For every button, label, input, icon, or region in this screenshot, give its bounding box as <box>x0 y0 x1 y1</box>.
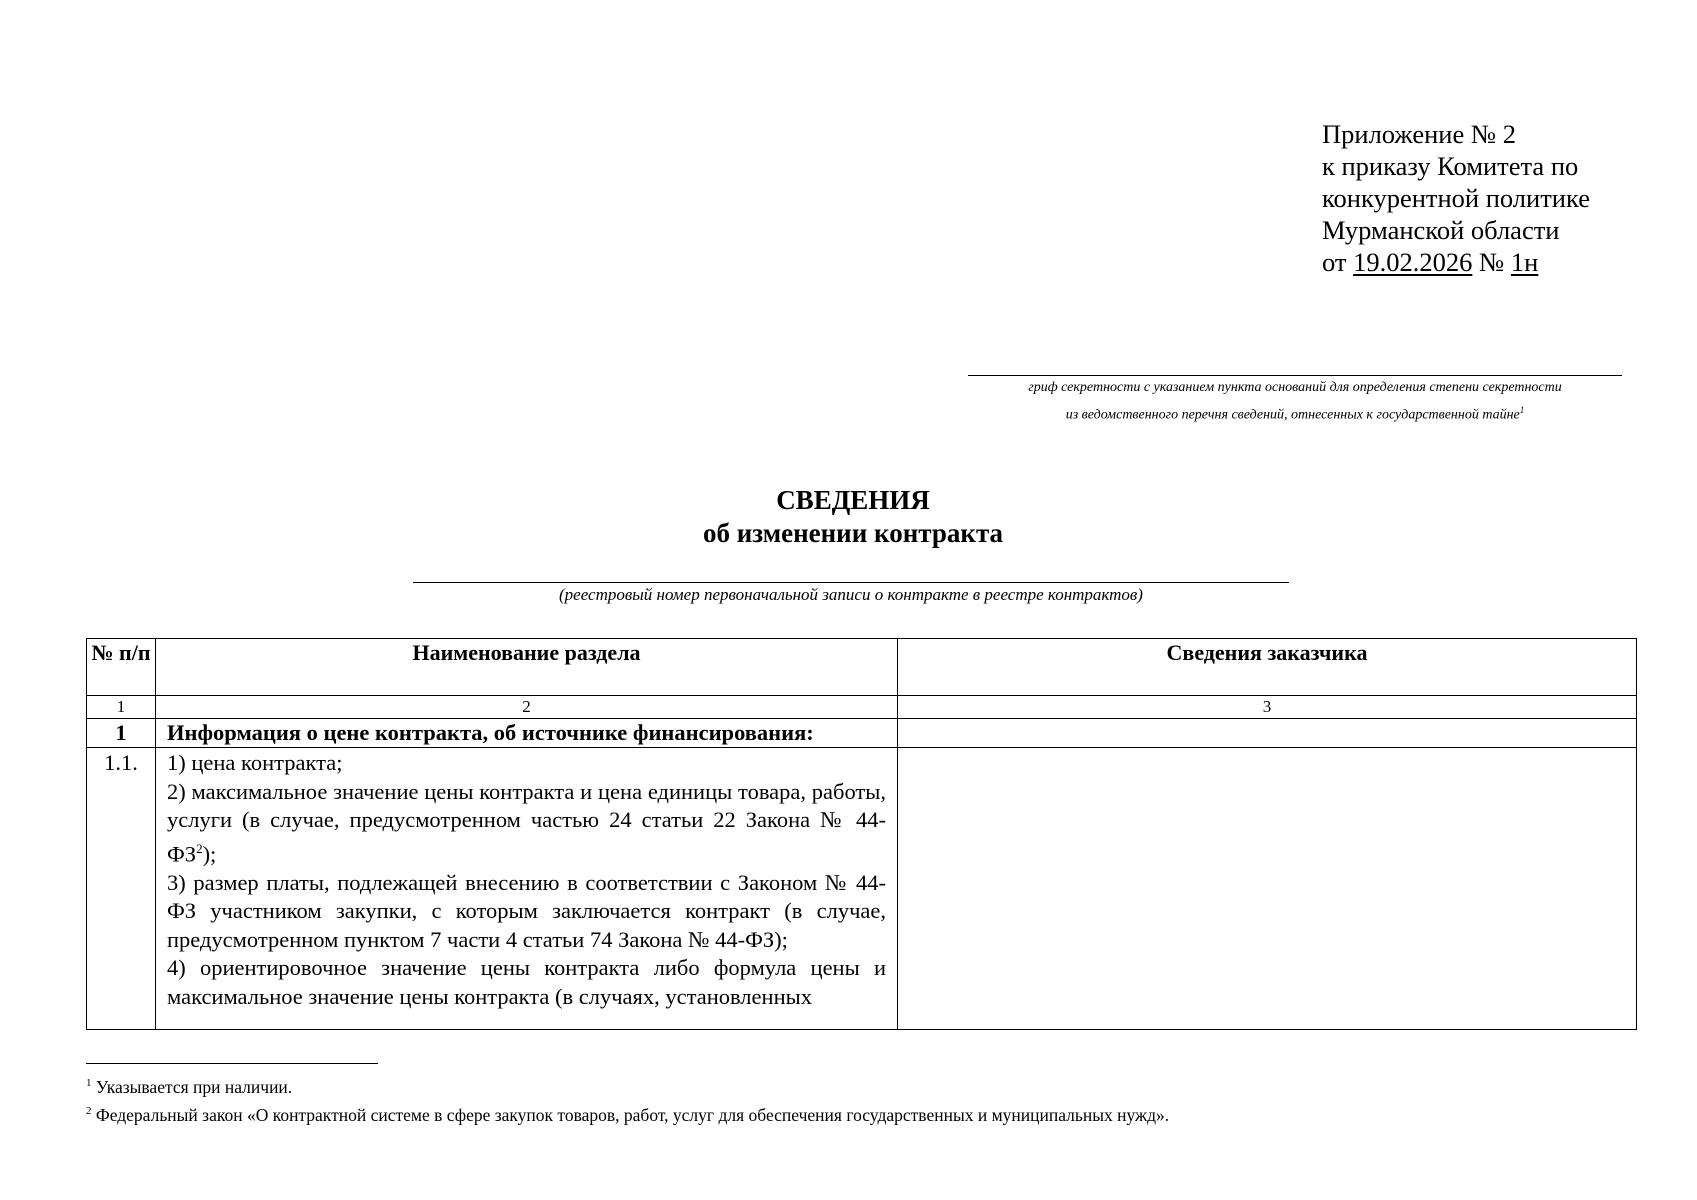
grif-caption-line-2 <box>968 399 1622 427</box>
table-header-row <box>87 639 1637 696</box>
contract-changes-table <box>86 638 1637 1030</box>
document-title: СВЕДЕНИЯ <box>776 485 930 515</box>
row-item-2 <box>167 778 886 869</box>
footnote-1-ref: 1 <box>86 1077 92 1089</box>
appendix-line-1: Приложение № 2 <box>1322 119 1517 149</box>
footnote-1-text: Указывается при наличии. <box>91 1076 293 1097</box>
footnote-2 <box>86 1099 1169 1127</box>
appendix-header <box>1322 118 1590 278</box>
document-subtitle: об изменении контракта <box>702 518 1004 548</box>
column-number-2: 2 <box>156 696 898 719</box>
column-number-3: 3 <box>898 696 1637 719</box>
row-item-4: 4) ориентировочное значение цены контракта либо формула цены и максимальное значение цены контракта (в случаях, установленных <box>167 955 886 1009</box>
footnotes <box>86 1071 1169 1127</box>
row-section-text <box>156 748 898 1030</box>
header-section-name: Наименование раздела <box>156 639 898 696</box>
appendix-line-2: к приказу Комитета по <box>1322 151 1579 181</box>
row-item-2-end: ); <box>202 841 217 866</box>
footnote-separator <box>86 1063 378 1064</box>
section-row <box>87 719 1637 748</box>
header-customer-info: Сведения заказчика <box>898 639 1637 696</box>
grif-footnote-ref: 1 <box>1519 405 1525 415</box>
header-number: № п/п <box>87 639 156 696</box>
row-item-3: 3) размер платы, подлежащей внесению в соответствии с Законом № 44-ФЗ участником закупки, с которым заключается контракт (в случае, предусмотренном пунктом 7 части 4 статьи 74 Закона № 44-ФЗ); <box>167 869 886 952</box>
appendix-number: 1н <box>1510 247 1539 277</box>
footnote-1 <box>86 1071 1169 1099</box>
grif-caption <box>968 377 1622 427</box>
appendix-line-3: конкурентной политике <box>1322 183 1590 213</box>
footnote-2-text: Федеральный закон «О контрактной системе в сфере закупок товаров, работ, услуг для обеспечения государственных и муниципальных нужд». <box>91 1104 1170 1125</box>
registry-number-caption: (реестровый номер первоначальной записи о контракте в реестре контрактов) <box>559 585 1143 604</box>
grif-rule <box>968 375 1622 376</box>
row-customer-info-cell[interactable] <box>898 748 1637 1030</box>
column-number-row <box>87 696 1637 719</box>
row-item-2-text: 2) максимальное значение цены контракта и цена единицы товара, работы, услуги (в случае, предусмотренном частью 24 статьи 22 Закона № 44-ФЗ <box>167 778 886 866</box>
appendix-number-sign: № <box>1472 247 1511 277</box>
section-number: 1 <box>87 719 156 748</box>
footnote-2-ref: 2 <box>86 1104 92 1117</box>
appendix-date: 19.02.2026 <box>1353 247 1473 277</box>
section-customer-info <box>898 719 1637 748</box>
row-item-1: 1) цена контракта; <box>167 750 343 775</box>
row-item-2-footnote-ref: 2 <box>196 840 203 856</box>
appendix-line-5 <box>1322 246 1590 278</box>
row-number: 1.1. <box>87 748 156 1030</box>
appendix-line-4: Мурманской области <box>1322 215 1560 245</box>
table-row <box>87 748 1637 1030</box>
column-number-1: 1 <box>87 696 156 719</box>
grif-caption-line-1: гриф секретности с указанием пункта оснований для определения степени секретности <box>1028 380 1562 395</box>
grif-caption-line-2-text: из ведомственного перечня сведений, отнесенных к государственной тайне <box>1065 407 1520 423</box>
appendix-date-prefix: от <box>1322 247 1354 277</box>
section-name: Информация о цене контракта, об источнике финансирования: <box>156 719 898 748</box>
